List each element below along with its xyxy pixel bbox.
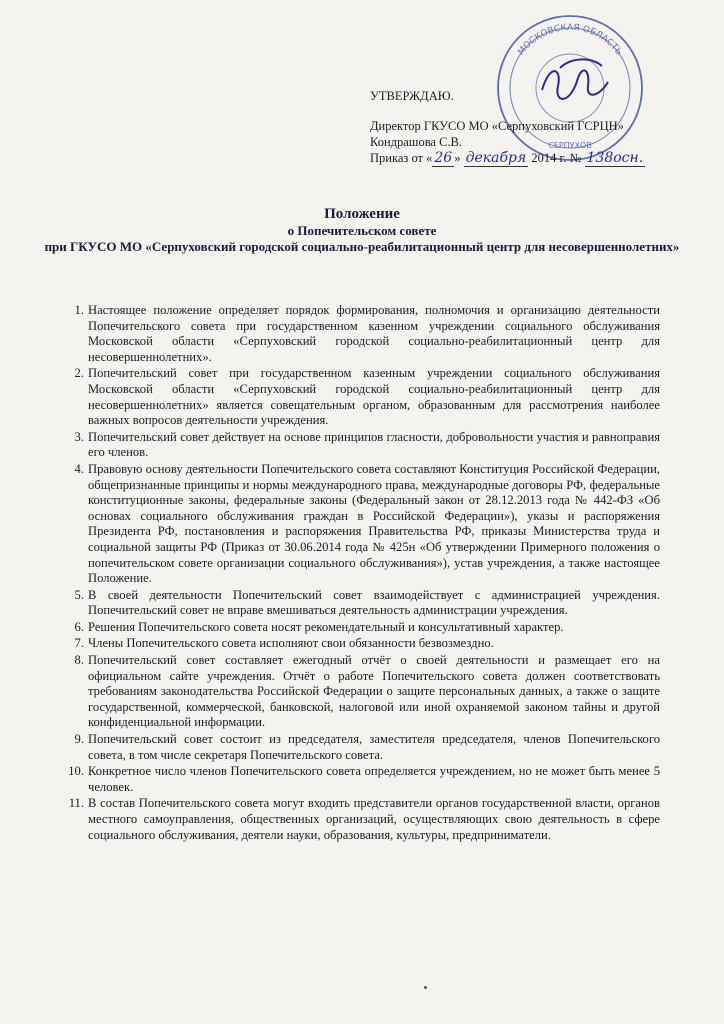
item-number: 3.: [74, 429, 84, 444]
list-item: [60, 796, 660, 843]
item-number: 1.: [74, 303, 84, 317]
item-number: 2.: [74, 366, 84, 381]
title-main: Положение: [324, 206, 400, 222]
order-number: 138осн.: [586, 150, 644, 166]
title-line-1: о Попечительском совете: [287, 223, 437, 238]
approve-word: УТВЕРЖДАЮ.: [370, 89, 454, 103]
item-text: Конкретное число членов Попечительского совета определяется учреждением, но не может быть менее 5 человек.: [88, 764, 660, 794]
provisions-list: [60, 303, 660, 844]
item-number: 4.: [74, 461, 84, 476]
item-text: Настоящее положение определяет порядок формирования, полномочия и организацию деятельности Попечительского совета при государственном казенном учреждении социального обслуживания Московской области «Серпуховский городской социально-реабилитационный центр для несовершеннолетних».: [88, 303, 660, 364]
item-number: 8.: [74, 653, 84, 668]
svg-text:МОСКОВСКАЯ ОБЛАСТЬ: [516, 23, 623, 57]
item-number: 5.: [74, 587, 84, 602]
approval-block: [370, 88, 645, 166]
order-day: 26: [434, 150, 453, 166]
item-text: Попечительский совет при государственном казенным учреждении социального обслуживания Московской области «Серпуховский городской социально-реабилитационный центр для несовершеннолетних» является совещательным органом, образованным для рассмотрения наиболее важных вопросов деятельности учреждения.: [88, 366, 660, 428]
list-item: [60, 732, 660, 763]
director-name: Кондрашова С.В.: [370, 135, 463, 149]
document-title: [40, 205, 684, 255]
item-text: В своей деятельности Попечительский совет взаимодействует с администрацией учреждения. Попечительский совет не вправе вмешиваться деятельность администрации учреждения.: [88, 587, 660, 618]
item-number: 7.: [74, 636, 84, 651]
order-year: 2014 г. №: [528, 151, 582, 165]
list-item: [60, 430, 660, 461]
item-text: В состав Попечительского совета могут входить представители органов государственной власти, органов местного самоуправления, общественных организаций, осуществляющих свою деятельность в сфере социального обслуживания, деятели науки, образования, культуры, предприниматели.: [88, 796, 660, 842]
list-item: [60, 653, 660, 731]
item-number: 10.: [68, 764, 84, 779]
page-speck: [424, 986, 427, 989]
order-line: [370, 150, 645, 166]
item-text: Попечительский совет действует на основе принципов гласности, добровольности участия и равноправия его членов.: [88, 429, 660, 460]
order-quote: »: [454, 151, 461, 165]
list-item: [60, 764, 660, 795]
list-item: [60, 303, 660, 365]
list-item: [60, 636, 660, 652]
item-text: Попечительский совет составляет ежегодный отчёт о своей деятельности и размещает его на официальном сайте учреждения. Отчёт о работе Попечительского совета должен соответствовать требованиям законодательства Российской Федерации о защите персональных данных, а также о защите государственной, коммерческой, банковской, налоговой или иной охраняемой законом тайны и другой конфиденциальной информации.: [88, 653, 660, 730]
order-month: декабря: [465, 150, 527, 166]
item-number: 9.: [74, 732, 84, 747]
stamp-text-bottom: СЕРПУХОВ: [548, 141, 592, 150]
order-prefix: Приказ от «: [370, 151, 433, 165]
item-text: Решения Попечительского совета носят рекомендательный и консультативный характер.: [88, 619, 564, 634]
item-text: Попечительский совет состоит из председателя, заместителя председателя, членов Попечительского совета, в том числе секретаря Попечительского совета.: [88, 732, 660, 762]
item-number: 6.: [74, 619, 84, 634]
list-item: [60, 588, 660, 619]
item-text: Правовую основу деятельности Попечительского совета составляют Конституция Российской Федерации, общепризнанные принципы и нормы международного права, международные договоры РФ, федеральные конституционные законы, федеральные законы (Федеральный закон от 28.12.2013 года № 442-ФЗ «Об основах социального обслуживания граждан в Российской Федерации»), указы и распоряжения Президента РФ, постановления и распоряжения Правительства РФ, приказы Министерства труда и социальной защиты РФ (Приказ от 30.06.2014 года № 425н «Об утверждении Примерного положения о попечительском совете организации социального обслуживания»), устав учреждения, а также настоящее Положение.: [88, 461, 660, 586]
title-line-2: при ГКУСО МО «Серпуховский городской социально-реабилитационный центр для несовершеннолетних»: [44, 239, 680, 254]
item-text: Члены Попечительского совета исполняют свои обязанности безвозмездно.: [88, 636, 494, 651]
item-number: 11.: [68, 796, 84, 811]
list-item: [60, 462, 660, 587]
list-item: [60, 366, 660, 428]
stamp-text-top: МОСКОВСКАЯ ОБЛАСТЬ: [516, 22, 624, 58]
list-item: [60, 620, 660, 636]
director-line: Директор ГКУСО МО «Серпуховский ГСРЦН»: [370, 119, 624, 133]
